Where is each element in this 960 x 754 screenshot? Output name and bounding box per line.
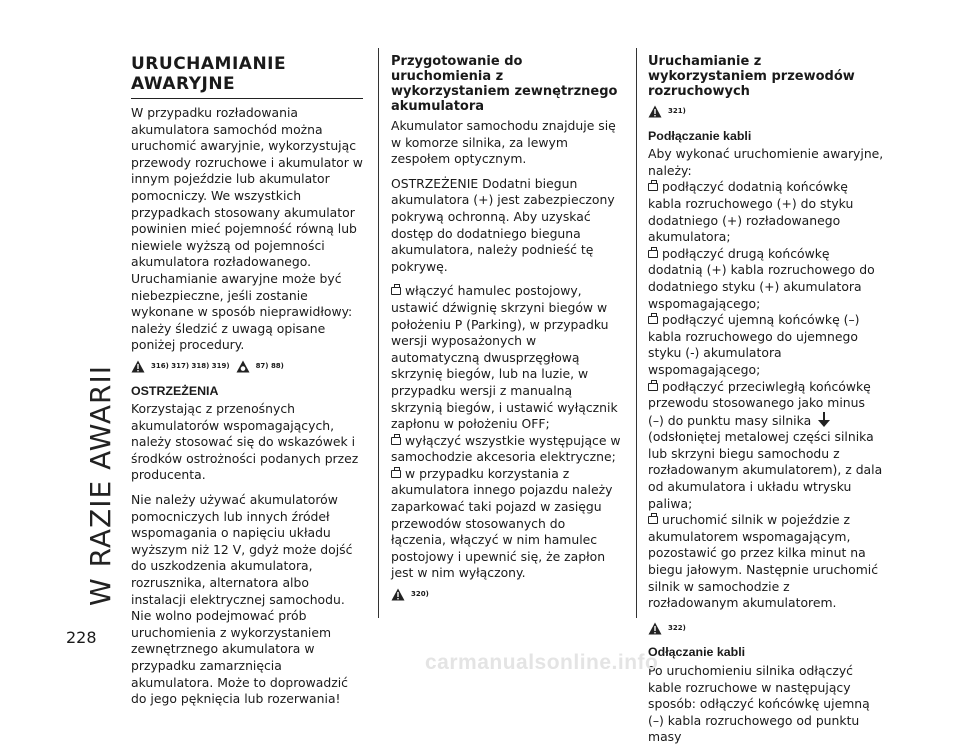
warning-references: 321) — [668, 107, 686, 115]
list-item: podłączyć przeciwległą końcówkę przewodu stosowanego jako minus (–) do punktu masy silnika (odsłoniętej metalowej części silnika lub skrzyni biegu samochodu z rozładowanym akumulatorem), z dala od akumulatora i układu wtrysku paliwa; — [648, 378, 883, 511]
battery-bullet-icon — [648, 516, 658, 524]
list-item: podłączyć dodatnią końcówkę kabla rozruchowego (+) do styku dodatniego (+) rozładowanego akumulatora; — [648, 179, 854, 245]
paragraph: OSTRZEŻENIE Dodatni biegun akumulatora (+) jest zabezpieczony pokrywą ochronną. Aby uzyskać dostęp do dodatniego bieguna akumulatora, należy podnieść tę pokrywę. — [391, 175, 615, 274]
paragraph: Aby wykonać uruchomienie awaryjne, należy: — [648, 146, 884, 178]
warning-triangle-icon — [391, 588, 405, 601]
warning-triangle-icon — [131, 360, 145, 373]
battery-bullet-icon — [391, 437, 401, 445]
subheading-connecting-cables: Podłączanie kabli — [648, 128, 752, 143]
paragraph: W przypadku rozładowania akumulatora samochód można uruchomić awaryjnie, wykorzystując przewody rozruchowe i akumulator w innym pojeździe lub akumulator pomocniczy. We wszystkich przypadkach stosowany akumulator powinien mieć pojemność równą lub niewiele wyższą od pojemności akumulatora rozładowanego. — [131, 105, 363, 270]
list-item: włączyć hamulec postojowy, ustawić dźwignię skrzyni biegów w położeniu P (Parking), w przypadku wersji wyposażonych w automatyczną dwusprzęgłową skrzynię biegów, lub na luzie, w przypadku wersji z manualną skrzynią biegów, i ustawić wyłącznik zapłonu w położeniu OFF; — [391, 283, 618, 432]
column-divider — [378, 48, 379, 618]
paragraph: Nie wolno podejmować prób uruchomienia z wykorzystaniem zewnętrznego akumulatora w przypadku zamarznięcia akumulatora. Może to doprowadzić do jego pęknięcia lub rozerwania! — [131, 608, 348, 707]
section-heading: Przygotowanie do uruchomienia z wykorzystaniem zewnętrznego akumulatora — [391, 54, 618, 114]
paragraph: Uruchamianie awaryjne może być niebezpieczne, jeśli zostanie wykonane w sposób nieprawidłowy: należy śledzić z uwagą opisane poniżej procedury. — [131, 270, 353, 353]
battery-bullet-icon — [648, 316, 658, 324]
caution-icon — [236, 360, 250, 373]
ground-symbol-icon — [817, 412, 831, 428]
chapter-title-text: W RAZIE AWARII — [84, 365, 117, 606]
bullet-list — [391, 283, 623, 582]
list-item: w przypadku korzystania z akumulatora innego pojazdu należy zaparkować taki pojazd w zasięgu przewodów stosowanych do łączenia, włączyć w nim hamulec postojowy i upewnić się, że zapłon jest w nim wyłączony. — [391, 465, 613, 581]
column-1 — [131, 54, 363, 716]
warning-triangle-icon — [648, 105, 662, 118]
reference-row — [648, 620, 884, 637]
column-divider — [636, 48, 637, 618]
paragraph: Po uruchomieniu silnika odłączyć kable rozruchowe w następujący sposób: odłączyć końcówkę ujemną (–) kabla rozruchowego od punktu masy — [648, 663, 870, 745]
battery-bullet-icon — [391, 470, 401, 478]
warning-references: 320) — [411, 590, 429, 599]
battery-bullet-icon — [648, 183, 658, 191]
warnings-heading: OSTRZEŻENIA — [131, 383, 219, 398]
warning-triangle-icon — [648, 622, 662, 635]
watermark: carmanualsonline.info — [425, 651, 659, 674]
paragraph: Korzystając z przenośnych akumulatorów wspomagających, należy stosować się do wskazówek i środków ostrożności podanych przez producenta. — [131, 401, 359, 483]
chapter-title-vertical — [80, 46, 117, 606]
list-item: podłączyć ujemną końcówkę (–) kabla rozruchowego do ujemnego styku (-) akumulatora wspomagającego; — [648, 312, 860, 377]
warning-references: 322) — [668, 623, 686, 632]
reference-row — [391, 586, 623, 603]
column-3 — [648, 54, 884, 754]
caution-references: 87) 88) — [255, 361, 284, 370]
paragraph: Akumulator samochodu znajduje się w komorze silnika, za lewym zespołem optycznym. — [391, 118, 616, 167]
warning-references: 316) 317) 318) 319) — [151, 361, 230, 370]
list-item: wyłączyć wszystkie występujące w samochodzie akcesoria elektryczne; — [391, 432, 621, 465]
section-heading: URUCHAMIANIE AWARYJNE — [131, 54, 363, 99]
column-2 — [391, 54, 623, 611]
list-item: podłączyć drugą końcówkę dodatnią (+) kabla rozruchowego do dodatniego styku (+) akumulatora wspomagającego; — [648, 245, 875, 311]
paragraph: Nie należy używać akumulatorów pomocniczych lub innych źródeł wspomagania o napięciu układu wyższym niż 12 V, gdyż może dojść do uszkodzenia akumulatora, rozrusznika, alternatora albo instalacji elektrycznej samochodu. — [131, 492, 353, 607]
battery-bullet-icon — [391, 287, 401, 295]
list-item: uruchomić silnik w pojeździe z akumulatorem wspomagającym, pozostawić go przez kilka minut na biegu jałowym. Następnie uruchomić silnik w samochodzie z rozładowanym akumulatorem. — [648, 512, 879, 611]
battery-bullet-icon — [648, 383, 658, 391]
subheading-disconnecting-cables: Odłączanie kabli — [648, 645, 746, 660]
reference-row — [131, 358, 363, 375]
battery-bullet-icon — [648, 250, 658, 258]
page-number: 228 — [66, 628, 97, 647]
section-heading: Uruchamianie z wykorzystaniem przewodów rozruchowych — [648, 54, 855, 99]
bullet-list — [648, 179, 884, 611]
reference-row — [648, 103, 884, 120]
